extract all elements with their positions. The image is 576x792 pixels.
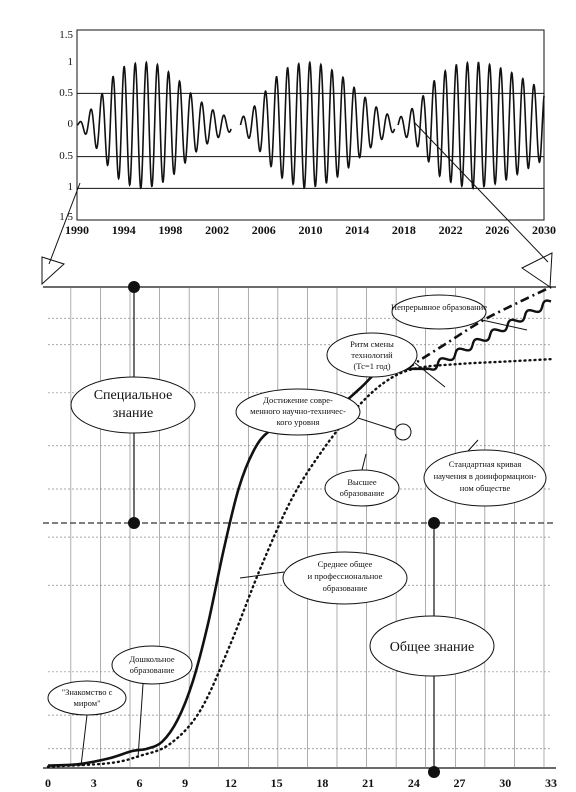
annotation-text: и профессиональное: [307, 571, 383, 581]
top-y-tick: 0: [67, 118, 73, 130]
connector-right-arrowhead: [522, 253, 552, 287]
marker-dot: [428, 517, 440, 529]
annotation-text: знание: [112, 406, 154, 421]
annotation-text: Ритм смены: [350, 339, 394, 349]
top-x-tick: 2010: [298, 223, 323, 237]
top-oscillation-series: [77, 63, 544, 189]
bottom-chart: [43, 281, 557, 790]
bottom-x-tick: 33: [545, 776, 557, 790]
bottom-x-tick: 30: [499, 776, 512, 790]
transition-circle: [395, 424, 411, 440]
annotation-text: Достижение совре-: [263, 395, 333, 405]
top-x-tick: 1990: [65, 223, 89, 237]
annotation-bubble: [71, 377, 195, 433]
annotation-text: технологий: [351, 350, 393, 360]
bottom-x-tick: 18: [316, 776, 329, 790]
annotation-text: Дошкольное: [129, 654, 175, 664]
top-x-tick: 1994: [111, 223, 136, 237]
connector-left-arrowhead: [42, 257, 64, 284]
annotation-pointer: [362, 454, 366, 470]
top-x-tick: 2026: [485, 223, 510, 237]
annotation-text: Среднее общее: [317, 559, 373, 569]
annotation-text: Высшее: [347, 477, 377, 487]
top-x-tick: 2006: [251, 223, 276, 237]
annotation-text: образование: [129, 665, 175, 675]
top-chart-frame: [77, 30, 544, 220]
annotation-text: Стандартная кривая: [448, 459, 522, 469]
oscillation-segment: [240, 63, 394, 188]
annotation-text: (Тс=1 год): [353, 361, 391, 371]
annotation-text: Общее знание: [389, 640, 475, 655]
bottom-x-tick: 15: [270, 776, 283, 790]
annotation-pointer: [81, 715, 87, 766]
marker-dot: [128, 281, 140, 293]
top-x-tick: 1998: [158, 223, 183, 237]
marker-dot: [428, 766, 440, 778]
top-x-tick: 2022: [438, 223, 463, 237]
bottom-x-tick: 12: [224, 776, 237, 790]
bottom-x-tick: 9: [182, 776, 189, 790]
top-y-tick: 0.5: [59, 150, 73, 162]
annotation-bubble: [392, 295, 486, 329]
top-y-tick: 1.5: [59, 29, 73, 41]
top-x-tick: 2030: [532, 223, 556, 237]
annotation-pointer: [358, 418, 395, 430]
annotation-text: Непрерывное образование: [391, 302, 487, 312]
annotation-text: образование: [339, 488, 385, 498]
top-x-tick: 2018: [391, 223, 416, 237]
annotation-text: образование: [322, 583, 368, 593]
annotation-text: кого уровня: [276, 417, 320, 427]
bottom-x-tick: 0: [45, 776, 51, 790]
bottom-x-tick: 21: [362, 776, 375, 790]
bottom-x-tick: 6: [136, 776, 143, 790]
marker-dot: [128, 517, 140, 529]
bottom-x-tick: 27: [453, 776, 466, 790]
annotation-text: менного научно-техничес-: [250, 406, 346, 416]
top-chart: [59, 29, 556, 237]
annotations: [48, 295, 546, 766]
top-y-tick: 0.5: [59, 87, 73, 99]
annotation-text: "Знакомство с: [61, 687, 113, 697]
oscillation-segment: [77, 63, 231, 189]
top-y-tick: 1: [67, 56, 73, 68]
bottom-x-tick-labels: [45, 776, 557, 790]
bottom-x-tick: 3: [90, 776, 97, 790]
annotation-text: миром": [73, 698, 101, 708]
annotation-text: научения в доинформацион-: [433, 471, 537, 481]
top-x-tick: 2002: [205, 223, 230, 237]
annotation-pointer: [138, 684, 143, 758]
annotation-pointer: [240, 572, 284, 578]
top-y-tick: 1: [67, 181, 73, 193]
annotation-text: Специальное: [93, 388, 173, 403]
top-x-tick: 2014: [345, 223, 370, 237]
bottom-x-tick: 24: [407, 776, 420, 790]
oscillation-segment: [398, 63, 544, 189]
top-y-tick-labels: [59, 29, 73, 223]
top-y-tick: 1.5: [59, 211, 73, 223]
top-x-tick-labels: [65, 223, 556, 237]
annotation-text: ном обществе: [459, 483, 511, 493]
